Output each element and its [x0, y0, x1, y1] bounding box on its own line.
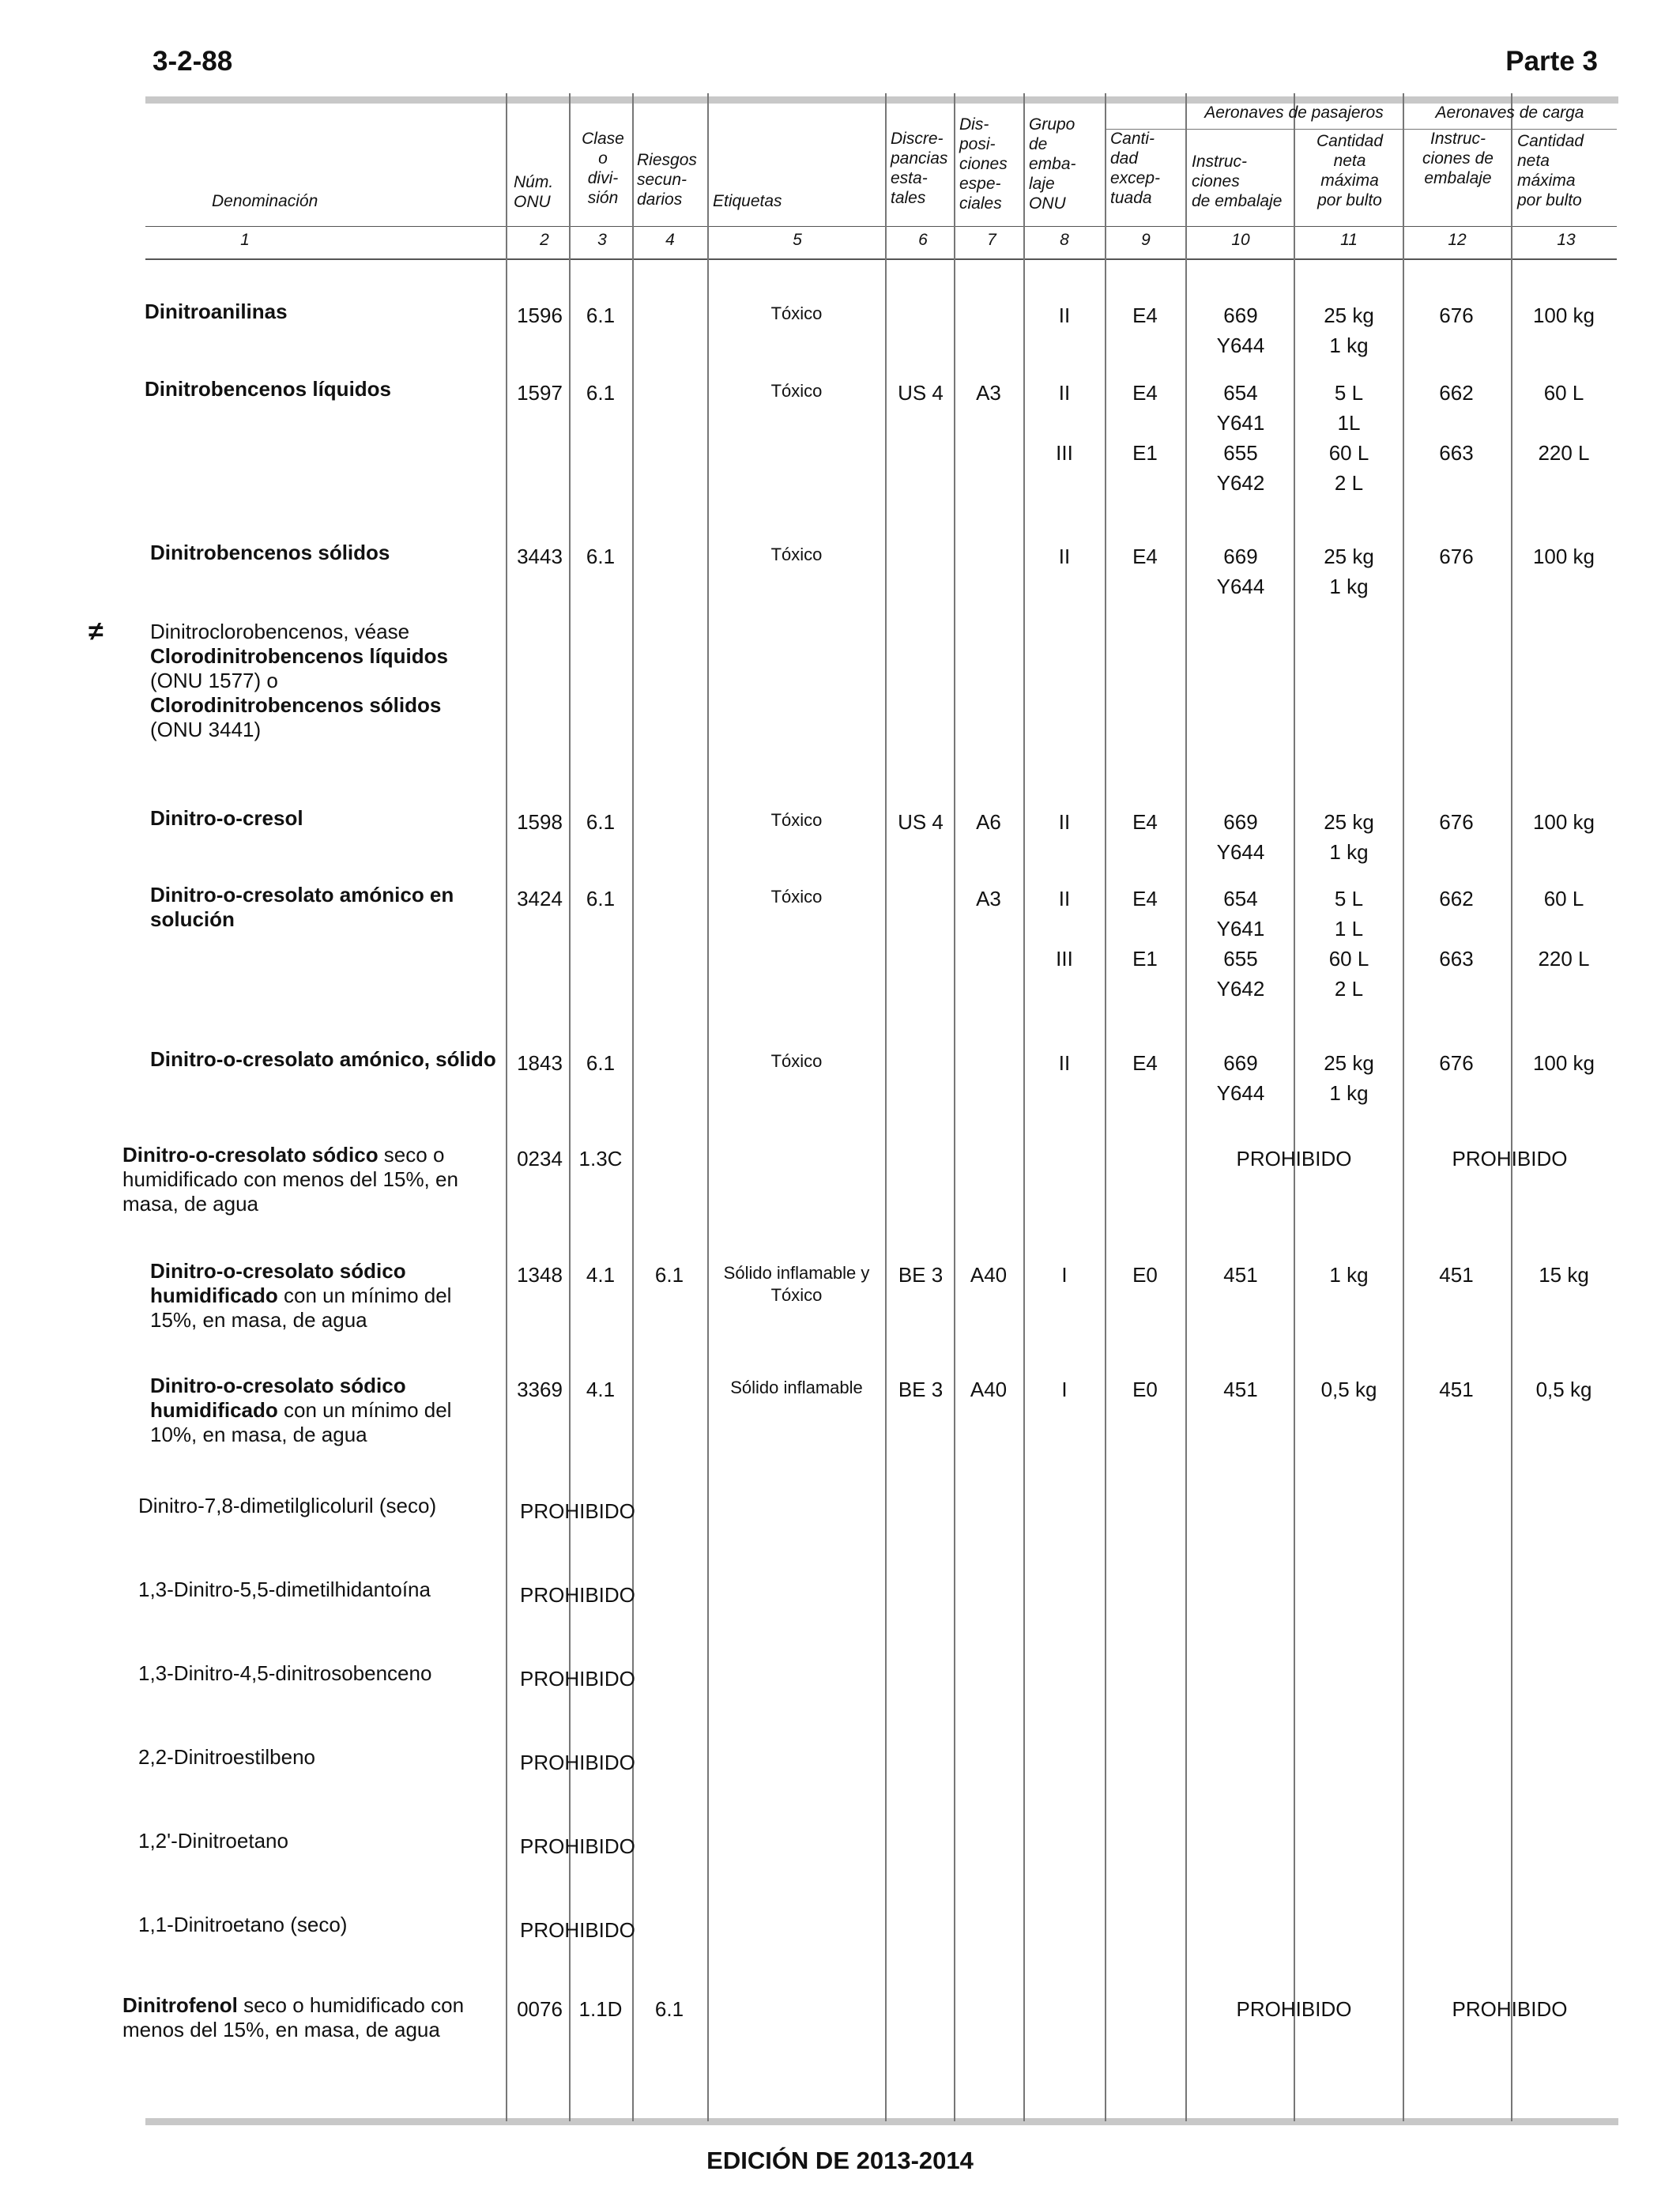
un-number: 1597 [517, 381, 563, 405]
substance-name: 1,1-Dinitroetano (seco) [138, 1913, 348, 1936]
special-provision: A40 [970, 1263, 1008, 1287]
substance-name [122, 1143, 498, 1216]
pax-max-net-quantity: 1 L [1334, 917, 1364, 941]
un-number: 0076 [517, 1997, 563, 2021]
excepted-quantity: E4 [1132, 810, 1158, 834]
edition-footer: EDICIÓN DE 2013-2014 [706, 2147, 974, 2174]
column-header-line: Dis- [959, 115, 989, 134]
excepted-quantity: E1 [1132, 947, 1158, 971]
substance-name [150, 1047, 498, 1072]
passenger-forbidden: PROHIBIDO [1236, 1147, 1352, 1171]
column-header-line: por bulto [1517, 191, 1582, 209]
pax-packing-instruction: 654 [1223, 381, 1258, 405]
pax-packing-instruction: 655 [1223, 441, 1258, 465]
pax-max-net-quantity: 1 kg [1329, 1263, 1369, 1287]
un-number: 1598 [517, 810, 563, 834]
class-division: 6.1 [586, 381, 616, 405]
pax-packing-instruction: 654 [1223, 887, 1258, 910]
substance-name-bold: Dinitro-o-cresolato sódico humidificado [150, 1259, 406, 1307]
column-header-line: ciones [959, 155, 1008, 173]
part-label: Parte 3 [1505, 46, 1598, 77]
state-variation: BE 3 [898, 1378, 944, 1401]
packing-group: II [1058, 887, 1071, 910]
cargo-packing-instruction: 662 [1439, 381, 1474, 405]
class-division: 1.1D [578, 1997, 623, 2021]
column-header-line: esta- [891, 169, 928, 187]
forbidden-label: PROHIBIDO [520, 1583, 635, 1607]
substance-name-bold: Dinitro-o-cresolato sódico [122, 1143, 379, 1167]
substance-name [145, 300, 498, 324]
hazard-label: Tóxico [770, 381, 823, 401]
class-division: 6.1 [586, 1051, 616, 1075]
column-header-line: dad [1110, 149, 1139, 168]
pax-packing-instruction: Y642 [1216, 977, 1265, 1001]
subsidiary-risk: 6.1 [654, 1997, 684, 2021]
pax-max-net-quantity: 1 kg [1329, 575, 1369, 598]
hazard-label: Sólido inflamable [730, 1378, 863, 1397]
packing-group: II [1058, 810, 1071, 834]
column-header-line: espe- [959, 175, 1001, 193]
substance-name: 1,3-Dinitro-4,5-dinitrosobenceno [138, 1661, 432, 1685]
cargo-max-net-quantity: 15 kg [1539, 1263, 1589, 1287]
column-header-line: ciones de [1422, 149, 1494, 168]
substance-name-rest: con un mínimo del 15%, en masa, de agua [150, 1284, 452, 1332]
column-header-line: ciones [1192, 172, 1240, 190]
pax-packing-instruction: 669 [1223, 810, 1258, 834]
pax-max-net-quantity: 1L [1337, 411, 1361, 435]
excepted-quantity: E4 [1132, 1051, 1158, 1075]
see-also-line: Dinitroclorobencenos, véase [150, 620, 410, 643]
column-header [575, 129, 631, 208]
column-number: 4 [665, 231, 675, 249]
class-division: 6.1 [586, 810, 616, 834]
substance-name: 1,3-Dinitro-5,5-dimetilhidantoína [138, 1578, 431, 1601]
forbidden-label: PROHIBIDO [520, 1667, 635, 1691]
cargo-max-net-quantity: 100 kg [1532, 1051, 1595, 1075]
pax-max-net-quantity: 1 kg [1329, 840, 1369, 864]
subsidiary-risk: 6.1 [654, 1263, 684, 1287]
pax-max-net-quantity: 2 L [1334, 471, 1364, 495]
substance-name-bold: Dinitro-o-cresolato amónico, sólido [150, 1047, 496, 1071]
column-header-line: Instruc- [1192, 153, 1248, 171]
cargo-packing-instruction: 676 [1439, 810, 1474, 834]
substance-name: 2,2-Dinitroestilbeno [138, 1745, 316, 1769]
substance-name-rest: con un mínimo del 10%, en masa, de agua [150, 1398, 452, 1446]
column-header-line: posi- [959, 135, 996, 153]
class-division: 4.1 [586, 1263, 616, 1287]
pax-max-net-quantity: 5 L [1334, 381, 1364, 405]
substance-name [150, 1259, 498, 1333]
state-variation: US 4 [898, 381, 944, 405]
column-separator [1403, 93, 1404, 2121]
substance-name: 1,2'-Dinitroetano [138, 1829, 288, 1853]
packing-group: I [1061, 1378, 1068, 1401]
passenger-aircraft-header: Aeronaves de pasajeros [1204, 104, 1384, 122]
pax-max-net-quantity: 60 L [1328, 441, 1369, 465]
un-number: 3443 [517, 545, 563, 568]
excepted-quantity: E0 [1132, 1263, 1158, 1287]
column-header-line: pancias [891, 149, 948, 168]
column-header-line: Instruc- [1430, 130, 1486, 148]
substance-name [145, 377, 498, 401]
cargo-max-net-quantity: 220 L [1538, 947, 1590, 971]
pax-max-net-quantity: 5 L [1334, 887, 1364, 910]
pax-packing-instruction: Y644 [1216, 1081, 1265, 1105]
column-header-line: de [1029, 135, 1048, 153]
class-division: 6.1 [586, 887, 616, 910]
un-number: 1843 [517, 1051, 563, 1075]
column-number: 6 [918, 231, 928, 249]
column-header-line: divi- [587, 169, 619, 187]
state-variation: BE 3 [898, 1263, 944, 1287]
column-number: 11 [1340, 231, 1358, 249]
column-separator [885, 93, 887, 2121]
substance-name-bold: Dinitrobencenos sólidos [150, 541, 390, 564]
substance-name-bold: Dinitro-o-cresol [150, 806, 303, 830]
substance-name [150, 541, 498, 565]
column-header-line: Núm. [514, 173, 554, 191]
hazard-label: Sólido inflamable y Tóxico [723, 1263, 870, 1305]
excepted-quantity: E4 [1132, 381, 1158, 405]
substance-name-bold: Dinitro-o-cresolato amónico en solución [150, 883, 454, 931]
packing-group: II [1058, 1051, 1071, 1075]
column-header [1192, 152, 1291, 211]
column-header-line: secun- [637, 171, 687, 189]
cargo-packing-instruction: 451 [1439, 1263, 1474, 1287]
cargo-max-net-quantity: 0,5 kg [1535, 1378, 1592, 1401]
column-separator [1294, 93, 1295, 2121]
hazard-label: Tóxico [770, 545, 823, 564]
column-header [1110, 129, 1183, 208]
hazard-label: Tóxico [770, 887, 823, 907]
packing-group: III [1056, 441, 1073, 465]
pax-packing-instruction: 669 [1223, 545, 1258, 568]
column-header [1029, 115, 1102, 213]
special-provision: A3 [976, 381, 1001, 405]
column-header-line: neta [1517, 152, 1550, 170]
column-header-line: laje [1029, 175, 1055, 193]
column-number: 3 [597, 231, 607, 249]
column-header-line: neta [1333, 152, 1366, 170]
column-header-line: Etiquetas [713, 192, 782, 210]
column-header-line: de embalaje [1192, 192, 1283, 210]
column-separator [632, 93, 634, 2121]
cargo-max-net-quantity: 100 kg [1532, 545, 1595, 568]
see-also-line: Clorodinitrobencenos líquidos [150, 644, 448, 668]
column-header [637, 150, 705, 209]
forbidden-label: PROHIBIDO [520, 1751, 635, 1774]
pax-max-net-quantity: 25 kg [1324, 545, 1374, 568]
not-equal-marker: ≠ [89, 616, 104, 647]
column-separator [506, 93, 507, 2121]
header-rule-bottom [145, 226, 1617, 227]
excepted-quantity: E4 [1132, 303, 1158, 327]
class-division: 6.1 [586, 545, 616, 568]
packing-group: II [1058, 303, 1071, 327]
column-header [1300, 131, 1399, 210]
substance-name [122, 1993, 498, 2042]
un-number: 1596 [517, 303, 563, 327]
pax-packing-instruction: Y641 [1216, 411, 1265, 435]
cargo-forbidden: PROHIBIDO [1452, 1147, 1568, 1171]
see-also-line: (ONU 1577) o [150, 669, 278, 692]
substance-name-rest: seco o humidificado con menos del 15%, en masa, de agua [122, 1143, 458, 1216]
column-header-line: ONU [1029, 194, 1066, 213]
pax-max-net-quantity: 25 kg [1324, 810, 1374, 834]
cargo-max-net-quantity: 220 L [1538, 441, 1590, 465]
excepted-quantity: E4 [1132, 545, 1158, 568]
cargo-max-net-quantity: 100 kg [1532, 810, 1595, 834]
un-number: 1348 [517, 1263, 563, 1287]
un-number: 3424 [517, 887, 563, 910]
packing-group: I [1061, 1263, 1068, 1287]
pax-packing-instruction: 451 [1223, 1378, 1258, 1401]
column-header-line: máxima [1517, 172, 1576, 190]
cargo-max-net-quantity: 60 L [1543, 381, 1584, 405]
cargo-packing-instruction: 451 [1439, 1378, 1474, 1401]
un-number: 0234 [517, 1147, 563, 1171]
pax-packing-instruction: Y644 [1216, 840, 1265, 864]
column-header-line: Grupo [1029, 115, 1075, 134]
cargo-packing-instruction: 676 [1439, 545, 1474, 568]
pax-max-net-quantity: 0,5 kg [1320, 1378, 1377, 1401]
forbidden-label: PROHIBIDO [520, 1918, 635, 1942]
packing-group: II [1058, 381, 1071, 405]
excepted-quantity: E4 [1132, 887, 1158, 910]
column-header-line: máxima [1320, 172, 1379, 190]
column-header [891, 129, 957, 208]
column-header-line: Riesgos [637, 151, 697, 169]
special-provision: A6 [976, 810, 1001, 834]
cargo-packing-instruction: 676 [1439, 303, 1474, 327]
pax-max-net-quantity: 25 kg [1324, 1051, 1374, 1075]
column-header-line: emba- [1029, 155, 1076, 173]
hazard-label: Tóxico [770, 303, 823, 323]
column-number: 13 [1557, 231, 1576, 249]
column-header-line: excep- [1110, 169, 1161, 187]
column-header-line: Cantidad [1517, 132, 1584, 150]
state-variation: US 4 [898, 810, 944, 834]
hazard-label: Tóxico [770, 810, 823, 830]
column-number: 1 [240, 231, 250, 249]
cargo-packing-instruction: 663 [1439, 947, 1474, 971]
substance-name-rest: seco o humidificado con menos del 15%, en masa, de agua [122, 1993, 465, 2041]
column-separator [1511, 93, 1512, 2121]
pax-packing-instruction: 669 [1223, 1051, 1258, 1075]
pax-max-net-quantity: 25 kg [1324, 303, 1374, 327]
class-division: 6.1 [586, 303, 616, 327]
packing-group: III [1056, 947, 1073, 971]
cargo-aircraft-header: Aeronaves de carga [1435, 104, 1584, 122]
substance-name-bold: Dinitroanilinas [145, 300, 288, 323]
cargo-forbidden: PROHIBIDO [1452, 1997, 1568, 2021]
column-header-line: tales [891, 189, 926, 207]
column-number: 9 [1141, 231, 1151, 249]
special-provision: A3 [976, 887, 1001, 910]
pax-max-net-quantity: 1 kg [1329, 1081, 1369, 1105]
cargo-packing-instruction: 662 [1439, 887, 1474, 910]
special-provision: A40 [970, 1378, 1008, 1401]
column-header-line: embalaje [1424, 169, 1492, 187]
column-header [1517, 131, 1617, 210]
column-header-line: sión [587, 189, 619, 207]
cargo-packing-instruction: 676 [1439, 1051, 1474, 1075]
column-header-line: Discre- [891, 130, 944, 148]
column-header-line: Canti- [1110, 130, 1155, 148]
substance-name-bold: Dinitrofenol [122, 1993, 238, 2017]
column-header-line: Cantidad [1316, 132, 1384, 150]
pax-packing-instruction: Y644 [1216, 334, 1265, 357]
column-header-line: tuada [1110, 189, 1152, 207]
column-number: 2 [540, 231, 549, 249]
column-number: 7 [987, 231, 996, 249]
column-header [713, 191, 883, 211]
column-header-line: por bulto [1317, 191, 1382, 209]
excepted-quantity: E0 [1132, 1378, 1158, 1401]
page-number: 3-2-88 [153, 46, 233, 77]
column-number: 12 [1448, 231, 1467, 249]
column-separator [1185, 93, 1187, 2121]
substance-name [150, 806, 498, 831]
forbidden-label: PROHIBIDO [520, 1834, 635, 1858]
column-header [1408, 129, 1508, 188]
column-number: 10 [1231, 231, 1250, 249]
pax-packing-instruction: Y642 [1216, 471, 1265, 495]
substance-name [150, 883, 498, 932]
pax-packing-instruction: 451 [1223, 1263, 1258, 1287]
substance-name-bold: Dinitro-o-cresolato sódico humidificado [150, 1374, 406, 1422]
pax-packing-instruction: Y641 [1216, 917, 1265, 941]
excepted-quantity: E1 [1132, 441, 1158, 465]
passenger-forbidden: PROHIBIDO [1236, 1997, 1352, 2021]
column-header-line: o [598, 149, 608, 168]
see-also-line: Clorodinitrobencenos sólidos [150, 693, 442, 717]
un-number: 3369 [517, 1378, 563, 1401]
column-number: 5 [793, 231, 802, 249]
pax-packing-instruction: 655 [1223, 947, 1258, 971]
column-header [514, 172, 567, 212]
cargo-max-net-quantity: 100 kg [1532, 303, 1595, 327]
substance-name [150, 1374, 498, 1447]
bottom-rule [145, 2118, 1618, 2125]
hazard-label: Tóxico [770, 1051, 823, 1071]
column-number: 8 [1060, 231, 1069, 249]
pax-max-net-quantity: 1 kg [1329, 334, 1369, 357]
column-header-line: ciales [959, 194, 1002, 213]
pax-packing-instruction: 669 [1223, 303, 1258, 327]
packing-group: II [1058, 545, 1071, 568]
cargo-max-net-quantity: 60 L [1543, 887, 1584, 910]
column-header-line: Clase [582, 130, 624, 148]
column-header [212, 191, 449, 211]
column-header [959, 115, 1026, 213]
pax-packing-instruction: Y644 [1216, 575, 1265, 598]
forbidden-label: PROHIBIDO [520, 1499, 635, 1523]
class-division: 4.1 [586, 1378, 616, 1401]
colnum-rule [145, 258, 1617, 260]
see-also-line: (ONU 3441) [150, 718, 262, 741]
column-header-line: darios [637, 190, 683, 209]
pax-max-net-quantity: 60 L [1328, 947, 1369, 971]
column-header-line: Denominación [212, 192, 318, 210]
pax-max-net-quantity: 2 L [1334, 977, 1364, 1001]
substance-name: Dinitro-7,8-dimetilglicoluril (seco) [138, 1494, 437, 1517]
substance-name-bold: Dinitrobencenos líquidos [145, 377, 392, 401]
column-header-line: ONU [514, 193, 551, 211]
class-division: 1.3C [578, 1147, 623, 1171]
cargo-packing-instruction: 663 [1439, 441, 1474, 465]
